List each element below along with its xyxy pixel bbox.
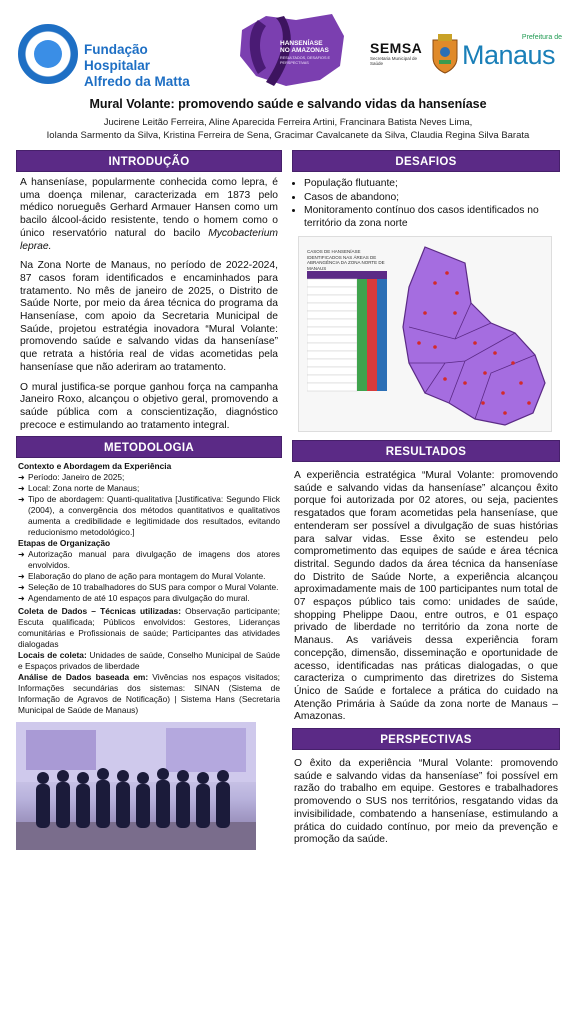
cases-table-graphic (307, 271, 387, 401)
introducao-paragraph-2: Na Zona Norte de Manaus, no período de 2022-2024, 87 casos foram identificados e encaminhados para tratamento. No mês de janeiro de 2025, o Distrito de Saúde Norte, por meio da área técnica do programa da Hanseníase, com apoio da Secretaria Municipal de Saúde, projetou estratégia inovadora “Mural Volante: promovendo saúde e salvando vidas da hanseníase” que retrata a história real de vidas acometidas pela hanseníase que não aderiram ao tratamento. (20, 260, 278, 373)
introducao-paragraph-1: A hanseníase, popularmente conhecida como lepra, é uma doença milenar, caracterizada em 1873 pelo médico norueguês Gerhard Armauer Hansen como um bacilo álcool-ácido resistente, tendo o homem como o único reservatório natural do bacilo Mycobacterium leprae. (20, 177, 278, 252)
metodologia-heading: METODOLOGIA (16, 436, 282, 458)
list-item: ➜ Autorização manual para divulgação de imagens dos atores envolvidos. (18, 549, 280, 571)
analise-de-dados: Análise de Dados baseada em: Vivências nos espaços visitados; Informações secundárias dos sistemas: SINAN (Sistema de Informação de Agravos de Notificação) | Sistema Hans (Secretaria Municipal de Saúde de Manaus) (18, 672, 280, 716)
arrow-icon: ➜ (18, 594, 25, 604)
list-item: ➜ Elaboração do plano de ação para montagem do Mural Volante. (18, 571, 266, 582)
introducao-heading: INTRODUÇÃO (16, 150, 282, 172)
arrow-icon: ➜ (18, 583, 25, 593)
desafios-heading: DESAFIOS (292, 150, 560, 172)
ribbon-title: HANSENÍASE NO AMAZONAS (280, 40, 329, 54)
list-item: • Monitoramento contínuo dos casos identificados no território da zona norte (304, 205, 560, 230)
list-item: ➜ Seleção de 10 trabalhadores do SUS para compor o Mural Volante. (18, 582, 279, 593)
poster-header (0, 0, 576, 95)
locais-de-coleta: Locais de coleta: Unidades de saúde, Conselho Municipal de Saúde e Espaços privados de liberdade (18, 650, 281, 672)
arrow-icon: ➜ (18, 550, 25, 560)
right-column (292, 150, 560, 847)
manaus-crest-icon (430, 32, 460, 74)
list-item: ➜ Local: Zona norte de Manaus; (18, 483, 140, 494)
arrow-icon: ➜ (18, 473, 25, 483)
list-item: ➜ Agendamento de até 10 espaços para divulgação do mural. (18, 593, 250, 604)
list-item: ➜ Tipo de abordagem: Quanti-qualitativa [Justificativa: Segundo Flick (2004), a convergência dos métodos quantitativos e qualitativos aumenta a credibilidade e legitimidade dos resultados, evitando reducionismo metodológico.] (18, 494, 280, 538)
contexto-title: Contexto e Abordagem da Experiência (18, 461, 172, 472)
coleta-de-dados: Coleta de Dados – Técnicas utilizadas: Observação participante; Escuta qualificada; Públicos envolvidos: Gestores, Lideranças comunitárias e Profissionais de saúde; Participantes das atividades dialogadas (18, 606, 280, 650)
hanseniase-amazonas-logo (236, 10, 348, 90)
list-item: • Casos de abandono; (304, 192, 560, 205)
poster-title: Mural Volante: promovendo saúde e salvando vidas da hanseníase (89, 97, 487, 111)
ribbon-subtitle: RESULTADOS, DESAFIOS E PERSPECTIVAS (280, 56, 331, 65)
fham-name: Fundação Hospitalar Alfredo da Matta (84, 42, 190, 89)
list-item: ➜ Período: Janeiro de 2025; (18, 472, 125, 483)
zona-norte-map-figure (298, 236, 552, 432)
etapas-title: Etapas de Organização (18, 538, 111, 549)
authors: Jucirene Leitão Ferreira, Aline Aparecida Ferreira Artini, Francinara Batista Neves Lima, Iolanda Sarmento da Silva, Kristina Ferreira de Sena, Gracimar Cavalcanete da Silva, Claudia Regina Silva Barata (46, 117, 530, 141)
left-column (16, 150, 282, 850)
resultados-heading: RESULTADOS (292, 440, 560, 462)
list-item: • População flutuante; (304, 178, 560, 191)
group-of-health-workers-image (16, 722, 256, 850)
fham-emblem-icon (18, 24, 78, 84)
arrow-icon: ➜ (18, 495, 25, 505)
arrow-icon: ➜ (18, 484, 25, 494)
prefeitura-manaus-logo: Prefeitura de Manaus (462, 34, 562, 70)
desafios-list (292, 178, 560, 230)
perspectivas-heading: PERSPECTIVAS (292, 728, 560, 750)
fham-logo (18, 18, 208, 88)
resultados-text: A experiência estratégica “Mural Volante: promovendo saúde e salvando vidas da hanseníase” alcançou êxito porque foi autorizada por 02 atores, ou seja, pacientes resgatados que foram acometidas pela hanseníase, que entenderam ser possível a divulgação de suas histórias para salvar vidas. Esse êxito se estendeu pelo comprometimento das equipes de saúde e área técnica distrital. Segundo dados da área técnica da hanseníase do Distrito de Saúde Norte, a experiência alcançou aproximadamente mais de 100 participantes num total de 07 espaços público tais como: unidades de saúde, shopping Phelippe Daou, entre outros, e 01 espaço privado de liberdade no território da zona norte de Manaus. As variáveis dessa experiência foram concepção, dimensão, disseminação e oportunidade de acesso, identificadas nas práticas dialogadas, o que caracteriza o cumprimento das diretrizes do Sistema Único de Saúde e fortalece a prática do cuidado na Atenção Primária à Saúde da zona norte de Manaus – Amazonas. (294, 470, 558, 723)
introducao-paragraph-3: O mural justifica-se porque ganhou força na campanha Janeiro Roxo, alcançou o objetivo geral, promovendo a saúde pública com a conscientização, diagnóstico precoce e estimulando ao tratamento integral. (20, 381, 278, 431)
team-photo (16, 722, 256, 850)
arrow-icon: ➜ (18, 572, 25, 582)
perspectivas-text: O êxito da experiência “Mural Volante: promovendo saúde e salvando vidas da hanseníase” foi possível em razão do trabalho em equipe. Gestores e trabalhadores promovendo o SUS nos territórios, resgatando vidas da invisibilidade, combatendo a hanseníase, estimulando a prática do cuidado contínuo, por meio da prevenção e promoção da saúde. (294, 758, 558, 846)
zona-norte-map-icon (395, 243, 549, 429)
metodologia-body (16, 458, 282, 716)
semsa-logo: SEMSA Secretaria Municipal de Saúde (370, 40, 423, 66)
map-caption: CASOS DE HANSENÍASE IDENTIFICADOS NAS ÁREAS DE ABRANGÊNCIA DA ZONA NORTE DE MANAUS (307, 249, 385, 271)
